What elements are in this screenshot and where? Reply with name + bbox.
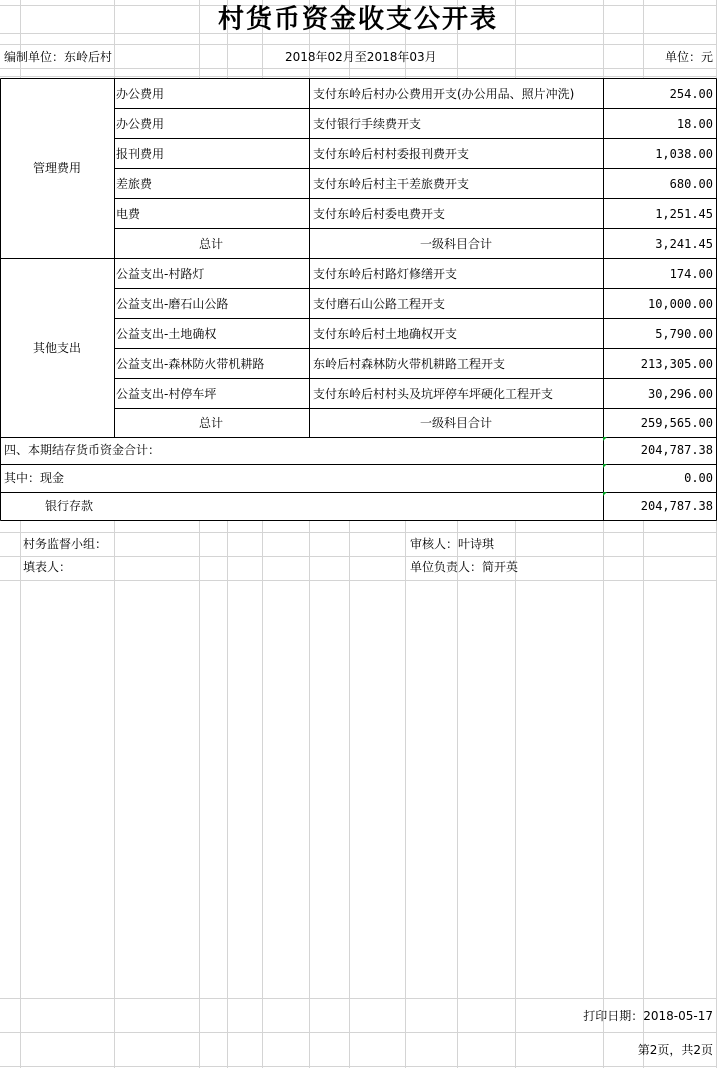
row-amount: 30,296.00 (647, 387, 713, 401)
page-title: 村货币资金收支公开表 (217, 4, 499, 35)
ending-balance-amount: 204,787.38 (640, 443, 713, 457)
compiling-unit: 编制单位：东岭后村 (4, 50, 113, 64)
row-description: 支付东岭后村委电费开支 (313, 207, 446, 221)
row-description: 东岭后村森林防火带机耕路工程开支 (313, 357, 506, 371)
row-item: 公益支出-村路灯 (116, 267, 205, 281)
print-date: 打印日期：2018-05-17 (583, 1009, 713, 1023)
cash-amount: 0.00 (684, 471, 713, 485)
page-number: 第2页，共2页 (637, 1043, 713, 1057)
cell-marker-icon (603, 464, 607, 468)
subtotal-label: 总计 (198, 416, 224, 430)
unit-leader-label: 单位负责人：简开英 (410, 560, 519, 574)
row-amount: 680.00 (669, 177, 713, 191)
report-period: 2018年02月至2018年03月 (285, 50, 437, 64)
preparer-label: 填表人： (23, 560, 72, 574)
row-item: 公益支出-土地确权 (116, 327, 217, 341)
subtotal-description: 一级科目合计 (419, 237, 493, 251)
reviewer-label: 审核人：叶诗琪 (410, 537, 495, 551)
cell-marker-icon (603, 492, 607, 496)
row-amount: 18.00 (676, 117, 713, 131)
row-item: 办公费用 (116, 87, 165, 101)
row-item: 电费 (116, 207, 141, 221)
subtotal-label: 总计 (198, 237, 224, 251)
subtotal-amount: 3,241.45 (655, 237, 713, 251)
row-description: 支付东岭后村路灯修缮开支 (313, 267, 458, 281)
currency-unit: 单位：元 (664, 50, 713, 64)
row-item: 公益支出-森林防火带机耕路 (116, 357, 265, 371)
subtotal-description: 一级科目合计 (419, 416, 493, 430)
row-description: 支付东岭后村土地确权开支 (313, 327, 458, 341)
row-description: 支付东岭后村村头及坑坪停车坪硬化工程开支 (313, 387, 554, 401)
row-amount: 5,790.00 (655, 327, 713, 341)
row-amount: 10,000.00 (647, 297, 713, 311)
subtotal-amount: 259,565.00 (640, 416, 713, 430)
row-item: 报刊费用 (116, 147, 165, 161)
bank-deposit-amount: 204,787.38 (640, 499, 713, 513)
row-description: 支付东岭后村村委报刊费开支 (313, 147, 470, 161)
row-amount: 1,251.45 (655, 207, 713, 221)
row-amount: 213,305.00 (640, 357, 713, 371)
row-amount: 1,038.00 (655, 147, 713, 161)
ending-balance-label: 四、本期结存货币资金合计： (4, 443, 161, 457)
row-item: 差旅费 (116, 177, 153, 191)
bank-deposit-label: 银行存款 (45, 499, 94, 513)
category-label-other: 其他支出 (32, 341, 82, 355)
row-description: 支付东岭后村主干差旅费开支 (313, 177, 470, 191)
supervision-group-label: 村务监督小组： (23, 537, 108, 551)
row-description: 支付东岭后村办公费用开支(办公用品、照片冲洗) (313, 87, 575, 101)
row-description: 支付磨石山公路工程开支 (313, 297, 446, 311)
row-amount: 254.00 (669, 87, 713, 101)
row-item: 公益支出-磨石山公路 (116, 297, 229, 311)
row-description: 支付银行手续费开支 (313, 117, 422, 131)
row-item: 公益支出-村停车坪 (116, 387, 217, 401)
cash-label: 其中：现金 (4, 471, 65, 485)
row-item: 办公费用 (116, 117, 165, 131)
cell-marker-icon (603, 437, 607, 441)
category-label-admin: 管理费用 (32, 161, 82, 175)
row-amount: 174.00 (669, 267, 713, 281)
